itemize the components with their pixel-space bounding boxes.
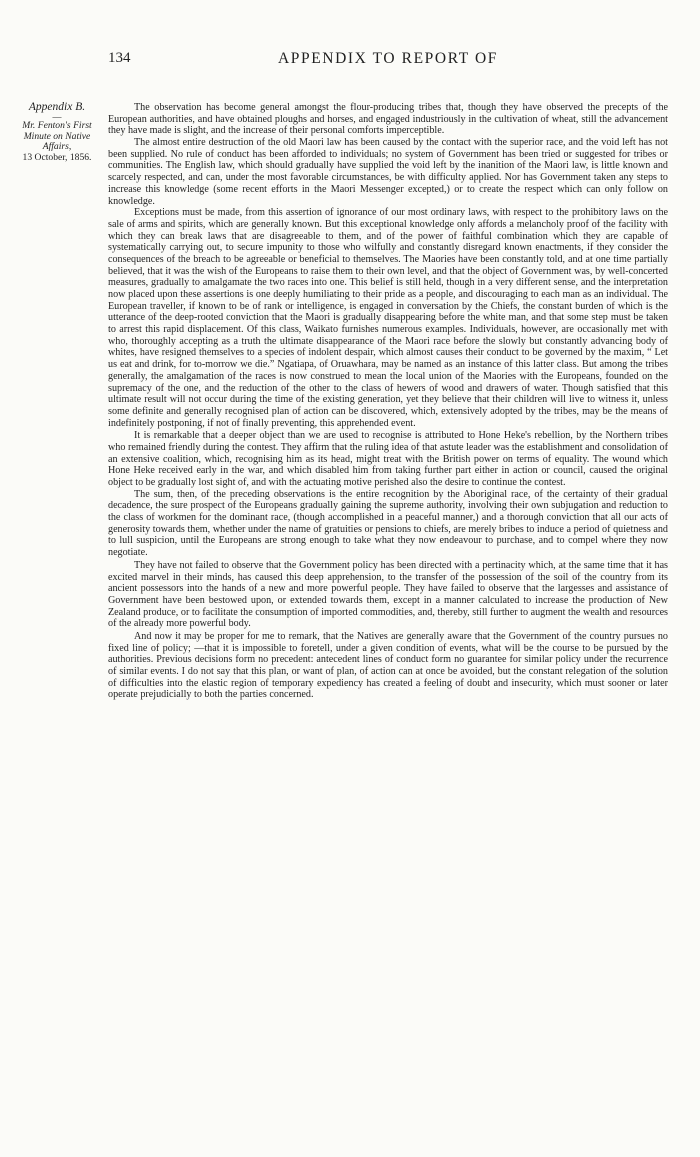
paragraph-3: Exceptions must be made, from this assertion of ignorance of our most ordinary laws, with respect to the prohibitory laws on the sale of arms and spirits, which are generally known. But this exceptional knowledge only affords a melancholy proof of the facility with which they can break laws that are disagreeable to them, and of the power of faithful combination which they are capable of systematically carrying out, to secure impunity to those who wilfully and constantly disregard known enactments, if they consider the consequences of the breach to be agreeable or beneficial to themselves. The Maories have been constantly told, and at one time partially believed, that it was the wish of the Europeans to raise them to their own level, and that the object of Government was, by well-concerted measures, gradually to amalgamate the two races into one. This belief is still held, though in a very different sense, and the interpretation now placed upon these assertions is one deeply humiliating to their pride as a people, and discouraging to each man as an individual. The European traveller, if known to be of rank or intelligence, is engaged in conversation by the Chiefs, the constant burden of which is the utterance of the deep-rooted conviction that the Maori is gradually disappearing before the white man, and that some step must be taken to arrest this rapid displacement. Of this class, Waikato furnishes numerous examples. Individuals, however, are occasionally met with who, thoroughly accepting as a truth the ultimate disappearance of the Maori race before the slowly but constantly advancing body of whites, have resigned themselves to a species of indolent despair, which almost causes their conduct to be governed by the maxim, “ Let us eat and drink, for to-morrow we die.” Ngatiapa, of Oruawhara, may be named as an instance of this latter class. But among the tribes generally, the amalgamation of the races is now construed to mean the local union of the Maories with the Europeans, founded on the supremacy of the one, and the reduction of the other to the class of hewers of wood and drawers of water. Though satisfied that this ultimate result will not occur during the time of the existing generation, yet they believe that their children will live to witness it, unless some definite and generally recognised plan of action can be discovered, which, extensively adopted by the tribes, may be the means of indefinitely postponing, if not of finally preventing, this apprehended event. <box>108 207 668 429</box>
paragraph-6: They have not failed to observe that the Government policy has been directed with a pertinacity which, at the same time that it has excited marvel in their minds, has caused this deep apprehension, to the transfer of the possession of the soil of the country from its ancient possessors into the hands of a new and more powerful people. They have failed to observe that the largesses and assistance of Government have been bestowed upon, or extended towards them, except in a manner calculated to increase the production of New Zealand produce, or to facilitate the consumption of imported commodities, and, thereby, still further to augment the wealth and resources of the already more powerful body. <box>108 559 668 630</box>
margin-dash: — <box>52 112 62 123</box>
paragraph-4: It is remarkable that a deeper object than we are used to recognise is attributed to Hone Heke's rebellion, by the Northern tribes who remained friendly during the contest. They affirm that the ruling idea of that astute leader was the establishment and consolidation of an extensive coalition, which, recognising him as its head, might treat with the British power on terms of equality. The wound which Hone Heke received early in the war, and which disabled him from taking further part either in action or council, caused the original object to be gradually lost sight of, and with the actuating motive perished also the desire to continue the contest. <box>108 430 668 488</box>
margin-note-date: 13 October, 1856. <box>22 151 92 163</box>
margin-note-line-2: Minute on Native <box>23 130 91 142</box>
page-number: 134 <box>108 50 131 66</box>
running-title: APPENDIX TO REPORT OF <box>277 50 498 67</box>
margin-note <box>8 102 106 163</box>
margin-appendix-label: Appendix B. <box>28 101 86 113</box>
margin-note-line-1: Mr. Fenton's First <box>22 120 92 132</box>
paragraph-7: And now it may be proper for me to remark, that the Natives are generally aware that the Government of the country pursues no fixed line of policy; —that it is impossible to foretell, under a given condition of events, what will be the course to be pursued by the authorities. Previous decisions form no precedent: antecedent lines of conduct form no guarantee for similar policy under the recurrence of similar events. I do not say that this plan, or want of plan, of action can at once be avoided, but the constant relegation of the solution of difficulties into the elastic region of temporary expediency has created a feeling of doubt and insecurity, which must sooner or later operate prejudicially to both the parties concerned. <box>108 630 668 701</box>
paragraph-2: The almost entire destruction of the old Maori law has been caused by the contact with the superior race, and the void left has not been supplied. No rule of conduct has been afforded to individuals; no system of Government has been tried or suggested for tribes or communities. The English law, which should gradually have supplied the void left by the inanition of the Maori law, is little known and scarcely respected, and can, under the most favorable circumstances, be with difficulty applied. Nor has Government taken any steps to increase this knowledge (some recent efforts in the Maori Messenger excepted,) or to create the respect which can only follow on knowledge. <box>108 137 668 207</box>
body-text <box>108 102 668 701</box>
paragraph-5: The sum, then, of the preceding observations is the entire recognition by the Aboriginal race, of the certainty of their gradual decadence, the sure prospect of the Europeans gradually gaining the supreme authority, involving their own subjugation and reduction to the class of workmen for the dominant race, (though accomplished in a peaceful manner,) and a thorough conviction that all our acts of generosity towards them, whether under the name of gratuities or pensions to chiefs, are merely bribes to induce a period of quietness and to lull suspicion, until the Europeans are strong enough to take what they now endeavour to purchase, and to compel where they now negotiate. <box>108 488 668 559</box>
paragraph-1: The observation has become general amongst the flour-producing tribes that, though they have observed the precepts of the European authorities, and have obtained ploughs and horses, and engaged industriously in the cultivation of wheat, still the advancement they have made is slight, and the increase of their personal comforts imperceptible. <box>108 102 668 137</box>
margin-note-line-3: Affairs, <box>42 141 72 153</box>
page-header <box>108 50 668 72</box>
